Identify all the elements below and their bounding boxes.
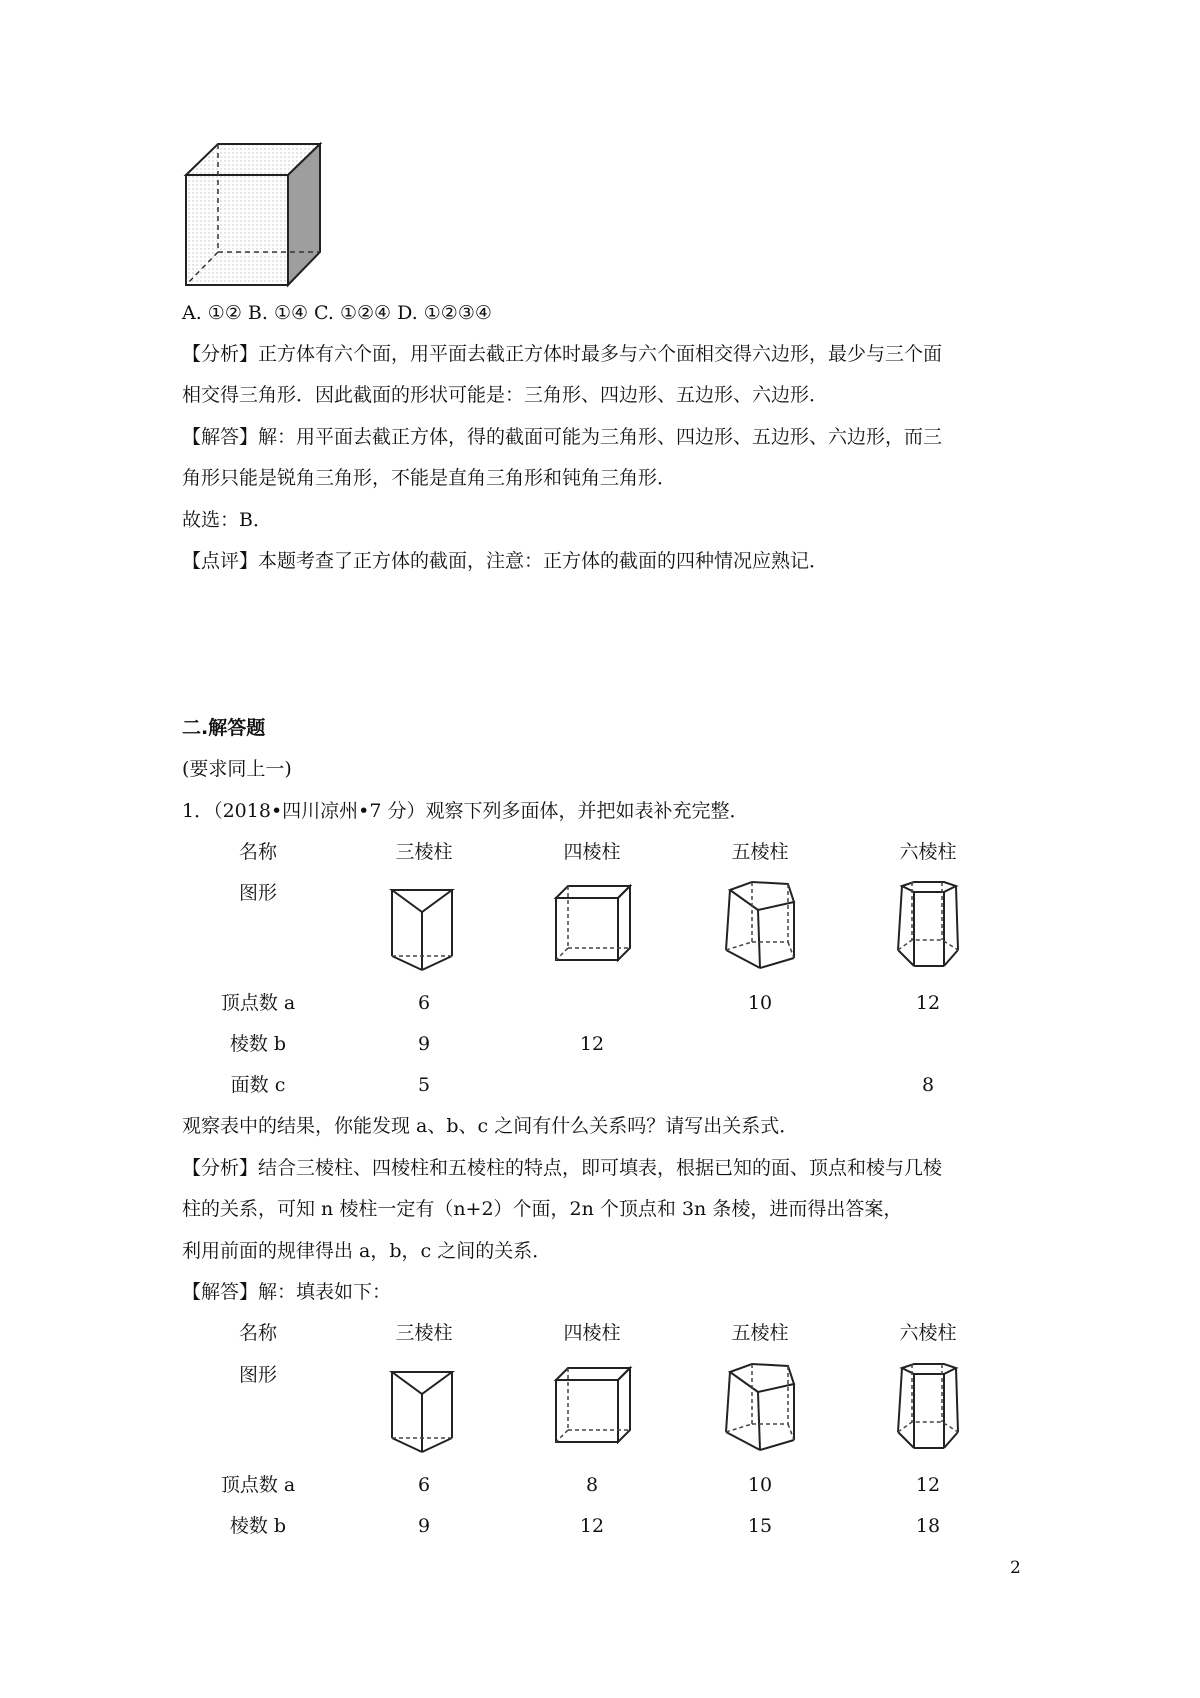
analysis-line: 【分析】结合三棱柱、四棱柱和五棱柱的特点，即可填表，根据已知的面、顶点和棱与几棱	[182, 1157, 943, 1179]
selected-choice: 故选：B．	[182, 509, 272, 531]
table-cell: 6	[417, 992, 431, 1014]
table-cell: 10	[747, 992, 773, 1014]
header-shape-label: 图形	[238, 882, 277, 904]
prism-name: 五棱柱	[731, 841, 789, 863]
comment-line: 【点评】本题考查了正方体的截面，注意：正方体的截面的四种情况应熟记．	[182, 550, 829, 572]
question-text: 观察表中的结果，你能发现 a、b、c 之间有什么关系吗？请写出关系式．	[182, 1115, 799, 1137]
row-label-vertices: 顶点数 a	[220, 992, 296, 1014]
page-number: 2	[1010, 1558, 1021, 1578]
table-cell: 12	[915, 992, 941, 1014]
section-note: (要求同上一)	[182, 758, 292, 780]
header-name-label: 名称	[238, 1322, 277, 1344]
hexagonal-prism-figure	[894, 880, 964, 972]
table-cell: 12	[579, 1033, 605, 1055]
analysis-line: 相交得三角形．因此截面的形状可能是：三角形、四边形、五边形、六边形．	[182, 384, 829, 406]
quadrangular-prism-figure	[554, 884, 634, 964]
analysis-line: 柱的关系，可知 n 棱柱一定有（n+2）个面，2n 个顶点和 3n 条棱，进而得出答案，	[182, 1198, 903, 1220]
table-cell: 12	[579, 1515, 605, 1537]
solution-line: 【解答】解：用平面去截正方体，得的截面可能为三角形、四边形、五边形、六边形，而三	[182, 426, 943, 448]
cube-figure	[180, 140, 330, 290]
table-cell: 9	[417, 1515, 431, 1537]
pentagonal-prism-figure	[722, 880, 802, 972]
prism-name: 六棱柱	[899, 841, 957, 863]
header-shape-label: 图形	[238, 1364, 277, 1386]
prism-name: 三棱柱	[395, 841, 453, 863]
quadrangular-prism-figure	[554, 1366, 634, 1446]
triangular-prism-figure	[388, 1366, 458, 1456]
table-cell: 5	[417, 1074, 431, 1096]
section-title: 二.解答题	[182, 717, 266, 739]
analysis-line: 利用前面的规律得出 a，b，c 之间的关系．	[182, 1240, 552, 1262]
row-label-faces: 面数 c	[230, 1074, 286, 1096]
triangular-prism-figure	[388, 884, 458, 974]
row-label-vertices: 顶点数 a	[220, 1474, 296, 1496]
table-cell: 8	[921, 1074, 935, 1096]
row-label-edges: 棱数 b	[229, 1033, 287, 1055]
table-cell: 9	[417, 1033, 431, 1055]
table-cell: 10	[747, 1474, 773, 1496]
solution-intro: 【解答】解：填表如下：	[182, 1281, 392, 1303]
pentagonal-prism-figure	[722, 1362, 802, 1454]
question-stem: 1．（2018•四川凉州•7 分）观察下列多面体，并把如表补充完整．	[182, 800, 749, 822]
header-name-label: 名称	[238, 841, 277, 863]
table-cell: 12	[915, 1474, 941, 1496]
hexagonal-prism-figure	[894, 1362, 964, 1454]
table-cell: 6	[417, 1474, 431, 1496]
row-label-edges: 棱数 b	[229, 1515, 287, 1537]
table-cell: 8	[585, 1474, 599, 1496]
table-cell: 15	[747, 1515, 773, 1537]
prism-name: 六棱柱	[899, 1322, 957, 1344]
analysis-line: 【分析】正方体有六个面，用平面去截正方体时最多与六个面相交得六边形，最少与三个面	[182, 343, 943, 365]
prism-name: 五棱柱	[731, 1322, 789, 1344]
answer-choices: A. ①② B. ①④ C. ①②④ D. ①②③④	[182, 302, 492, 324]
prism-name: 四棱柱	[563, 841, 621, 863]
prism-name: 四棱柱	[563, 1322, 621, 1344]
solution-line: 角形只能是锐角三角形，不能是直角三角形和钝角三角形．	[182, 467, 677, 489]
table-cell: 18	[915, 1515, 941, 1537]
prism-name: 三棱柱	[395, 1322, 453, 1344]
